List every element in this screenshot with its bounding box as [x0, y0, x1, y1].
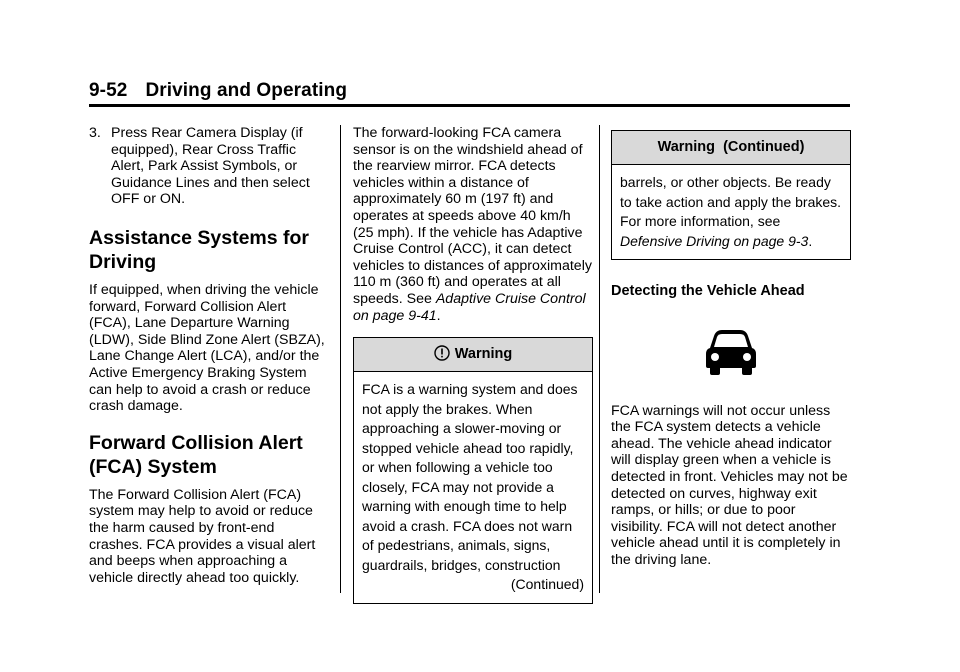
- warning-continued-box: [611, 130, 851, 260]
- column-2: [353, 125, 593, 604]
- warning-box: [353, 337, 593, 604]
- paragraph-fca-system: The Forward Collision Alert (FCA) system may help to avoid or reduce the harm caused by front-end crashes. FCA provides a visual alert and beeps when approaching a vehicle directly ahead too quickly.: [89, 486, 316, 586]
- warning-continued-header: Warning (Continued): [612, 131, 850, 165]
- step-number: 3.: [89, 125, 101, 141]
- list-item-step-3: [89, 125, 329, 208]
- page-header: [89, 80, 347, 102]
- column-divider: [599, 125, 600, 593]
- vehicle-ahead-indicator: [611, 328, 851, 381]
- warning-title: Warning: [454, 346, 513, 363]
- warning-body: [354, 372, 592, 603]
- link-defensive-driving[interactable]: Defensive Driving on page 9-3: [620, 232, 809, 249]
- vehicle-ahead-indicator-icon: [704, 364, 758, 380]
- page-number: 9-52: [89, 80, 128, 101]
- column-3: [611, 130, 851, 569]
- paragraph-fca-camera-text: The forward-looking FCA camera sensor is on the windshield ahead of the rearview mirror. FCA detects vehicles within a distance of approximately 60 m (197 ft) and operates at speeds above 40 km/h (25 mph). If the vehicle has Adaptive Cruise Control (ACC), it can detect vehicles to distances of approximately 110 m (360 ft) and operates at all speeds. See: [353, 125, 592, 307]
- paragraph-fca-camera: [353, 125, 593, 324]
- punctuation: .: [808, 232, 813, 249]
- paragraph-assistance-systems: If equipped, when driving the vehicle forward, Forward Collision Alert (FCA), Lane Departure Warning (LDW), Side Blind Zone Alert (SBZA), Lane Change Alert (LCA), and/or the Active Emergency Braking System can help to avoid a crash or reduce crash damage.: [89, 281, 325, 415]
- warning-continued-label: (Continued): [510, 576, 584, 593]
- heading-fca-system: Forward Collision Alert (FCA) System: [89, 431, 303, 478]
- link-adaptive-cruise-control[interactable]: Adaptive Cruise Control on page 9-41: [353, 290, 586, 324]
- warning-continued-text-block: [620, 173, 842, 251]
- column-divider: [340, 125, 341, 593]
- warning-continued-text: barrels, or other objects. Be ready to take action and apply the brakes. For more information, see: [620, 174, 842, 229]
- section-title: Driving and Operating: [145, 80, 348, 101]
- paragraph-detecting-vehicle-ahead: FCA warnings will not occur unless the FCA system detects a vehicle ahead. The vehicle ahead indicator will display green when a vehicle is detected in front. Vehicles may not be detected on curves, highway exit ramps, or hills; or due to poor visibility. FCA will not detect another vehicle ahead until it is completely in the driving lane.: [611, 402, 848, 568]
- heading-assistance-systems: Assistance Systems for Driving: [89, 226, 310, 273]
- punctuation: .: [436, 307, 441, 324]
- warning-text: FCA is a warning system and does not apply the brakes. When approaching a slower-moving or stopped vehicle ahead too rapidly, or when following a vehicle too closely, FCA may not provide a warning with enough time to help avoid a crash. FCA does not warn of pedestrians, animals, signs, guardrails, bridges, construction: [362, 381, 578, 573]
- step-text: Press Rear Camera Display (if equipped), Rear Cross Traffic Alert, Park Assist Symbols, or Guidance Lines and then select OFF or ON.: [111, 125, 310, 208]
- heading-detecting-vehicle-ahead: Detecting the Vehicle Ahead: [611, 283, 805, 299]
- column-1: [89, 125, 329, 586]
- warning-continued-body: [612, 165, 850, 259]
- warning-header: [354, 338, 592, 372]
- header-rule: [89, 104, 850, 107]
- warning-triangle-icon: [434, 341, 450, 374]
